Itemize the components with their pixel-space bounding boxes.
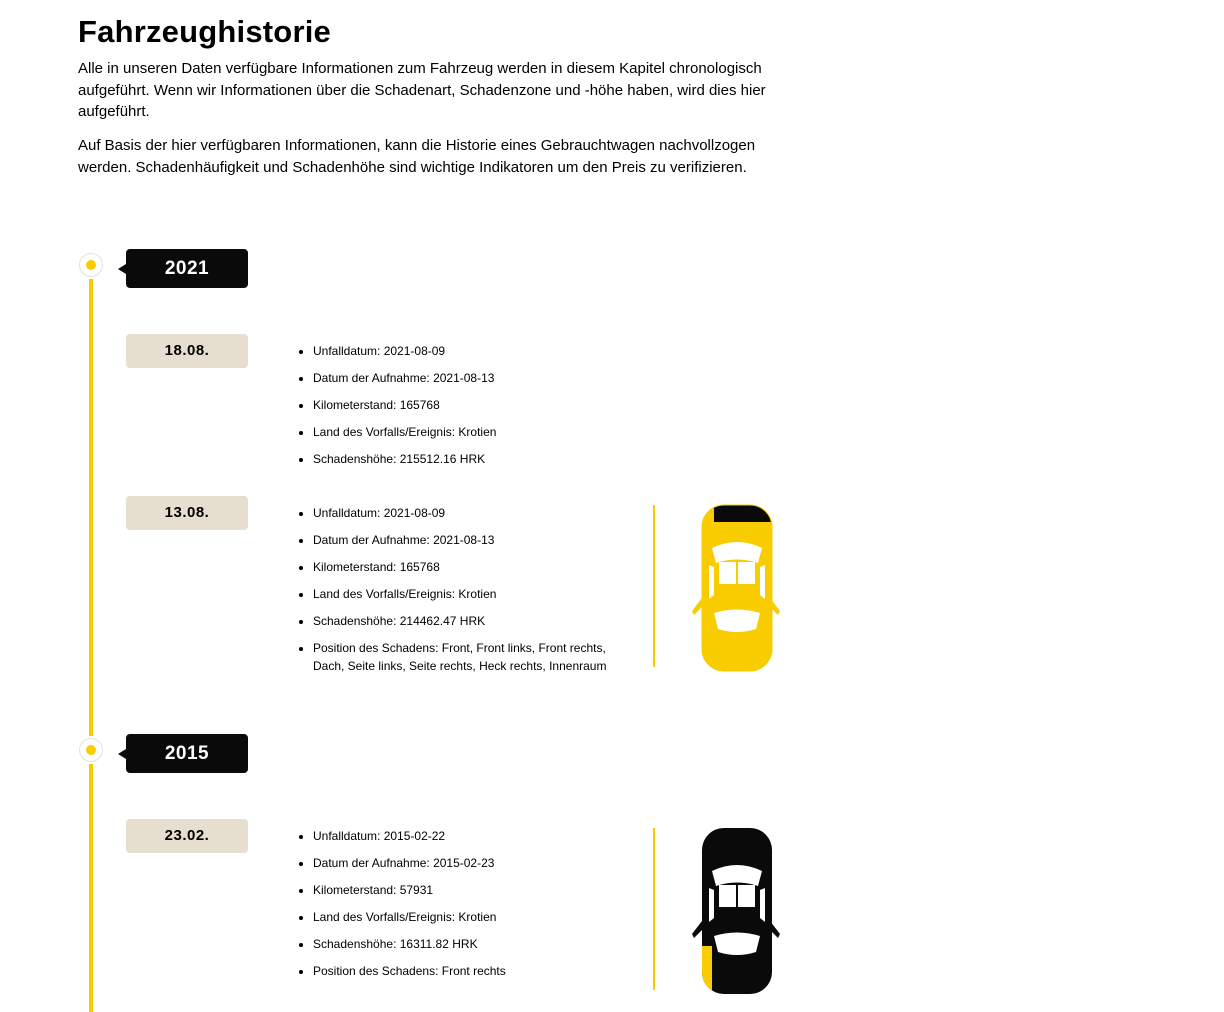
detail-item: • Position des Schadens: Front rechts	[313, 962, 633, 980]
year-badge-2021: 2021	[126, 249, 248, 288]
timeline-dot	[79, 253, 103, 277]
detail-item: • Kilometerstand: 57931	[313, 881, 633, 899]
detail-item: • Schadenshöhe: 214462.47 HRK	[313, 612, 633, 630]
detail-item: • Schadenshöhe: 215512.16 HRK	[313, 450, 633, 468]
diagram-divider	[653, 828, 655, 990]
detail-item: • Kilometerstand: 165768	[313, 396, 633, 414]
event-details-list	[300, 342, 633, 477]
detail-item: • Schadenshöhe: 16311.82 HRK	[313, 935, 633, 953]
event-details-list	[300, 827, 633, 989]
timeline-dot	[79, 738, 103, 762]
car-top-view-icon	[690, 826, 782, 996]
detail-item: • Land des Vorfalls/Ereignis: Krotien	[313, 585, 633, 603]
detail-item: • Unfalldatum: 2021-08-09	[313, 342, 633, 360]
detail-item: • Land des Vorfalls/Ereignis: Krotien	[313, 908, 633, 926]
detail-item: • Unfalldatum: 2015-02-22	[313, 827, 633, 845]
year-badge-2015: 2015	[126, 734, 248, 773]
car-top-view-icon	[690, 503, 782, 673]
detail-item: • Land des Vorfalls/Ereignis: Krotien	[313, 423, 633, 441]
date-badge: 18.08.	[126, 334, 248, 368]
date-badge: 23.02.	[126, 819, 248, 853]
event-details-list	[300, 504, 633, 684]
detail-item: • Datum der Aufnahme: 2021-08-13	[313, 531, 633, 549]
timeline-line	[89, 268, 93, 1012]
date-badge: 13.08.	[126, 496, 248, 530]
detail-item: • Kilometerstand: 165768	[313, 558, 633, 576]
detail-item: • Datum der Aufnahme: 2015-02-23	[313, 854, 633, 872]
intro-paragraph-2: Auf Basis der hier verfügbaren Informationen, kann die Historie eines Gebrauchtwagen nachvollzogen werden. Schadenhäufigkeit und Schadenhöhe sind wichtige Indikatoren um den Preis zu verifizieren.	[78, 137, 756, 176]
intro-paragraph-1: Alle in unseren Daten verfügbare Informationen zum Fahrzeug werden in diesem Kapitel chronologisch aufgeführt. Wenn wir Informationen über die Schadenart, Schadenzone und -höhe haben, wird dies hier aufgeführt.	[78, 60, 766, 120]
page-title: Fahrzeughistorie	[78, 14, 331, 49]
detail-item: • Datum der Aufnahme: 2021-08-13	[313, 369, 633, 387]
detail-item: • Position des Schadens: Front, Front links, Front rechts, Dach, Seite links, Seite rechts, Heck rechts, Innenraum	[313, 639, 633, 675]
diagram-divider	[653, 505, 655, 667]
detail-item: • Unfalldatum: 2021-08-09	[313, 504, 633, 522]
